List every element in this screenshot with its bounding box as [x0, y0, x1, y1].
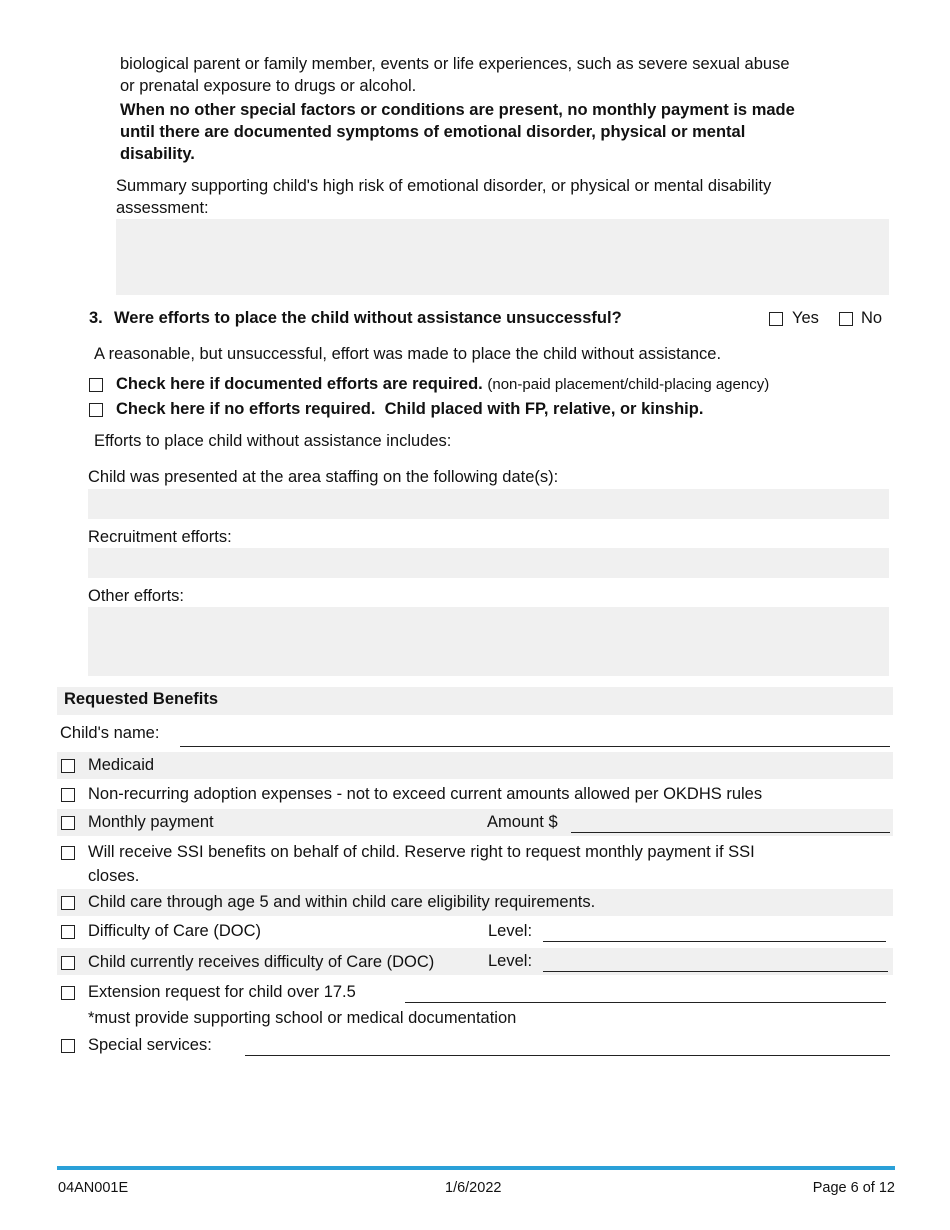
no-efforts-label: Check here if no efforts required. Child placed with FP, relative, or kinship. — [116, 400, 704, 418]
ssi-checkbox[interactable] — [61, 846, 75, 860]
efforts-intro: Efforts to place child without assistance includes: — [94, 432, 452, 450]
child-name-label: Child's name: — [60, 724, 160, 742]
amount-label: Amount $ — [487, 813, 558, 831]
doc-checkbox[interactable] — [61, 925, 75, 939]
other-efforts-field[interactable] — [88, 607, 889, 676]
medicaid-label: Medicaid — [88, 756, 155, 774]
special-services-field[interactable] — [245, 1055, 890, 1056]
nonrecurring-label: Non-recurring adoption expenses - not to exceed current amounts allowed per OKDHS rules — [88, 785, 763, 803]
intro-bold-line-3: disability. — [120, 145, 195, 163]
documented-efforts-label — [116, 375, 769, 394]
recruitment-label: Recruitment efforts: — [88, 528, 232, 546]
doc-level-label: Level: — [488, 922, 533, 940]
extension-label: Extension request for child over 17.5 — [88, 983, 356, 1001]
special-services-label: Special services: — [88, 1036, 212, 1054]
medicaid-row-band — [57, 752, 893, 779]
ssi-label-line-1: Will receive SSI benefits on behalf of child. Reserve right to request monthly payment if SSI — [88, 843, 755, 861]
monthly-payment-label: Monthly payment — [88, 813, 214, 831]
doc-current-label: Child currently receives difficulty of Care (DOC) — [88, 953, 435, 971]
extension-field[interactable] — [405, 1002, 886, 1003]
intro-text-line-1: biological parent or family member, events or life experiences, such as severe sexual abuse — [120, 55, 790, 73]
doc-current-level-field[interactable] — [543, 971, 888, 972]
childcare-label: Child care through age 5 and within child care eligibility requirements. — [88, 893, 596, 911]
no-efforts-checkbox[interactable] — [89, 403, 103, 417]
staffing-label: Child was presented at the area staffing on the following date(s): — [88, 468, 559, 486]
recruitment-field[interactable] — [88, 548, 889, 578]
amount-field[interactable] — [571, 832, 890, 833]
monthly-payment-checkbox[interactable] — [61, 816, 75, 830]
summary-label-line-2: assessment: — [116, 199, 209, 217]
childcare-checkbox[interactable] — [61, 896, 75, 910]
other-efforts-label: Other efforts: — [88, 587, 184, 605]
documented-efforts-checkbox[interactable] — [89, 378, 103, 392]
footer-date: 1/6/2022 — [445, 1180, 502, 1196]
footer-form-id: 04AN001E — [58, 1180, 129, 1196]
intro-bold-line-1: When no other special factors or conditions are present, no monthly payment is made — [120, 101, 795, 119]
no-checkbox[interactable] — [839, 312, 853, 326]
extension-note: *must provide supporting school or medical documentation — [88, 1009, 517, 1027]
effort-statement: A reasonable, but unsuccessful, effort was made to place the child without assistance. — [94, 345, 722, 363]
summary-field[interactable] — [116, 219, 889, 295]
staffing-dates-field[interactable] — [88, 489, 889, 519]
question-3-number: 3. — [89, 309, 103, 327]
ssi-label-line-2: closes. — [88, 867, 140, 885]
benefits-heading: Requested Benefits — [64, 690, 219, 708]
doc-current-level-label: Level: — [488, 952, 533, 970]
medicaid-checkbox[interactable] — [61, 759, 75, 773]
footer-rule — [57, 1166, 895, 1170]
question-3-text: Were efforts to place the child without assistance unsuccessful? — [114, 309, 622, 327]
yes-checkbox[interactable] — [769, 312, 783, 326]
documented-efforts-bold: Check here if documented efforts are required. — [116, 375, 483, 393]
child-name-field[interactable] — [180, 746, 890, 747]
intro-text-line-2: or prenatal exposure to drugs or alcohol. — [120, 77, 417, 95]
extension-checkbox[interactable] — [61, 986, 75, 1000]
documented-efforts-note: (non-paid placement/child-placing agency) — [487, 376, 770, 393]
intro-bold-line-2: until there are documented symptoms of emotional disorder, physical or mental — [120, 123, 746, 141]
special-services-checkbox[interactable] — [61, 1039, 75, 1053]
footer-page-number: Page 6 of 12 — [812, 1180, 895, 1196]
nonrecurring-checkbox[interactable] — [61, 788, 75, 802]
doc-label: Difficulty of Care (DOC) — [88, 922, 261, 940]
doc-level-field[interactable] — [543, 941, 886, 942]
summary-label-line-1: Summary supporting child's high risk of emotional disorder, or physical or mental disability — [116, 177, 772, 195]
no-label: No — [861, 309, 883, 327]
doc-current-checkbox[interactable] — [61, 956, 75, 970]
yes-label: Yes — [792, 309, 819, 327]
